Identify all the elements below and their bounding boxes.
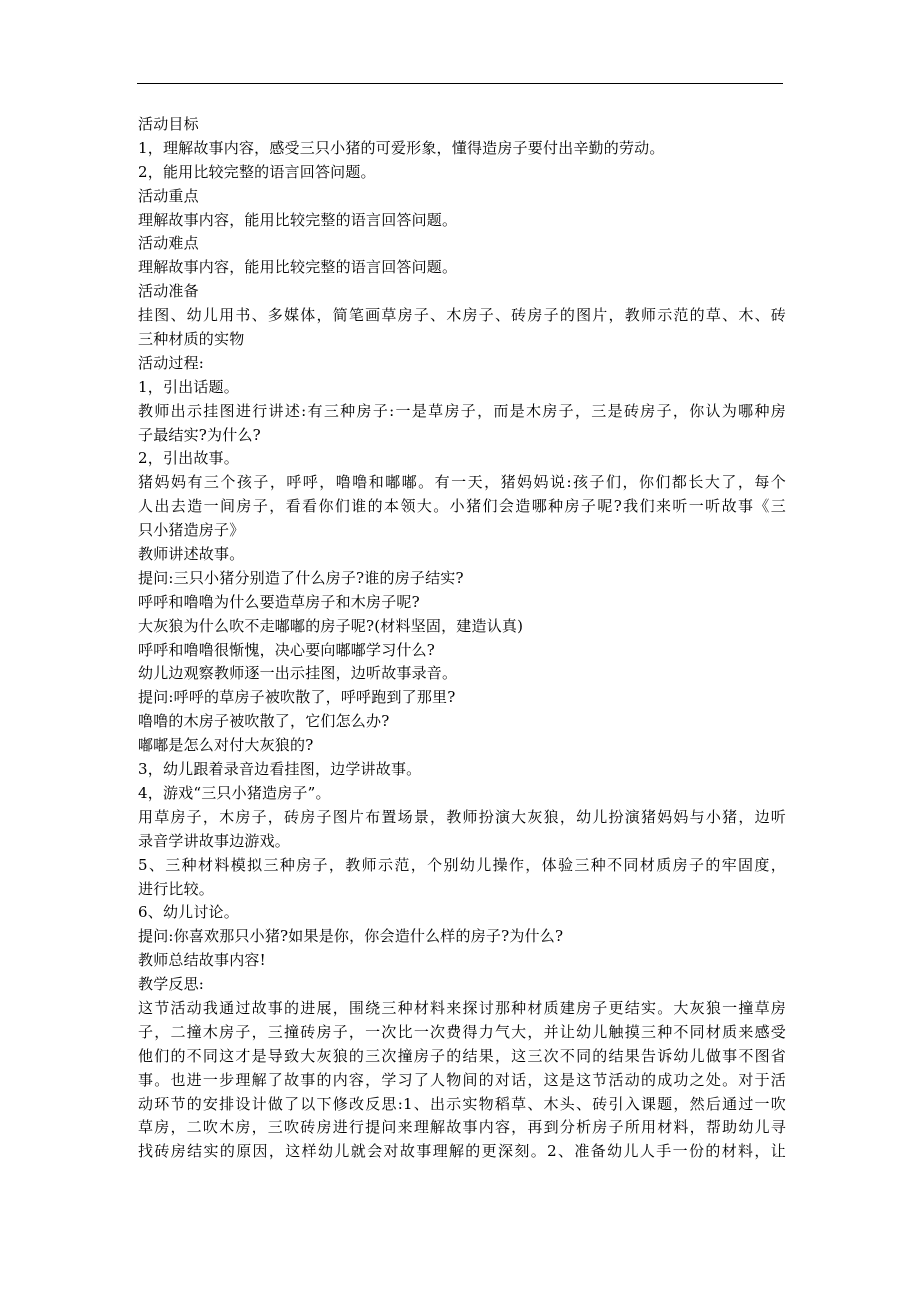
- text-line: 2，引出故事。: [138, 449, 239, 468]
- text-line: 提问:三只小猪分别造了什么房子?谁的房子结实?: [138, 568, 464, 587]
- text-line: 事。也进一步理解了故事的内容，学习了人物间的对话，这是这节活动的成功之处。对于活: [138, 1070, 786, 1089]
- text-line: 子，二撞木房子，三撞砖房子，一次比一次费得力气大，并让幼儿触摸三种不同材质来感受: [138, 1022, 786, 1041]
- text-line: 幼儿边观察教师逐一出示挂图，边听故事录音。: [138, 664, 458, 683]
- text-line: 大灰狼为什么吹不走嘟嘟的房子呢?(材料坚固，建造认真): [138, 616, 524, 635]
- text-line: 这节活动我通过故事的进展，围绕三种材料来探讨那种材质建房子更结实。大灰狼一撞草房: [138, 998, 786, 1017]
- text-line: 教师总结故事内容!: [138, 951, 266, 970]
- text-line: 动环节的安排设计做了以下修改反思:1、出示实物稻草、木头、砖引入课题，然后通过一吹: [138, 1094, 786, 1113]
- text-line: 找砖房结实的原因，这样幼儿就会对故事理解的更深刻。2、准备幼儿人手一份的材料，让: [138, 1142, 786, 1161]
- text-line: 用草房子，木房子，砖房子图片布置场景，教师扮演大灰狼，幼儿扮演猪妈妈与小猪，边听: [138, 807, 786, 826]
- text-line: 5、三种材料模拟三种房子，教师示范，个别幼儿操作，体验三种不同材质房子的牢固度，: [138, 855, 786, 874]
- text-line: 只小猪造房子》: [138, 521, 245, 540]
- text-line: 6、幼儿讨论。: [138, 903, 239, 922]
- text-line: 教师出示挂图进行讲述:有三种房子:一是草房子，而是木房子，三是砖房子，你认为哪种房: [138, 401, 786, 420]
- text-line: 1，引出话题。: [138, 377, 239, 396]
- header-rule: [137, 83, 783, 84]
- text-line: 进行比较。: [138, 879, 215, 898]
- text-line: 活动准备: [138, 282, 199, 301]
- text-line: 挂图、幼儿用书、多媒体，简笔画草房子、木房子、砖房子的图片，教师示范的草、木、砖: [138, 306, 786, 325]
- text-line: 教师讲述故事。: [138, 545, 245, 564]
- document-body: [138, 113, 786, 1164]
- text-line: 4，游戏“三只小猪造房子”。: [138, 783, 331, 802]
- text-line: 猪妈妈有三个孩子，呼呼，噜噜和嘟嘟。有一天，猪妈妈说:孩子们，你们都长大了，每个: [138, 473, 786, 492]
- text-line: 三种材质的实物: [138, 330, 245, 349]
- text-line: 噜噜的木房子被吹散了，它们怎么办?: [138, 712, 390, 731]
- text-line: 嘟嘟是怎么对付大灰狼的?: [138, 736, 314, 755]
- text-line: 活动目标: [138, 115, 199, 133]
- text-line: 1，理解故事内容，感受三只小猪的可爱形象，懂得造房子要付出辛勤的劳动。: [138, 138, 665, 157]
- text-line: 人出去造一间房子，看看你们谁的本领大。小猪们会造哪种房子呢?我们来听一听故事《三: [138, 497, 786, 516]
- text-line: 理解故事内容，能用比较完整的语言回答问题。: [138, 210, 458, 229]
- text-line: 草房，二吹木房，三吹砖房进行提问来理解故事内容，再到分析房子所用材料，帮助幼儿寻: [138, 1118, 786, 1137]
- text-line: 提问:你喜欢那只小猪?如果是你，你会造什么样的房子?为什么?: [138, 927, 564, 946]
- text-line: 他们的不同这才是导致大灰狼的三次撞房子的结果，这三次不同的结果告诉幼儿做事不图省: [138, 1046, 786, 1065]
- text-line: 子最结实?为什么?: [138, 425, 261, 444]
- text-line: 活动过程:: [138, 353, 205, 372]
- text-line: 理解故事内容，能用比较完整的语言回答问题。: [138, 258, 458, 277]
- text-line: 呼呼和噜噜很惭愧，决心要向嘟嘟学习什么?: [138, 640, 436, 659]
- text-line: 提问:呼呼的草房子被吹散了，呼呼跑到了那里?: [138, 688, 456, 707]
- text-line: 2，能用比较完整的语言回答问题。: [138, 162, 376, 181]
- text-line: 录音学讲故事边游戏。: [138, 831, 291, 850]
- text-line: 活动难点: [138, 234, 199, 253]
- text-line: 教学反思:: [138, 975, 205, 994]
- text-line: 3，幼儿跟着录音边看挂图，边学讲故事。: [138, 760, 422, 779]
- text-line: 呼呼和噜噜为什么要造草房子和木房子呢?: [138, 592, 420, 611]
- text-line: 活动重点: [138, 186, 199, 205]
